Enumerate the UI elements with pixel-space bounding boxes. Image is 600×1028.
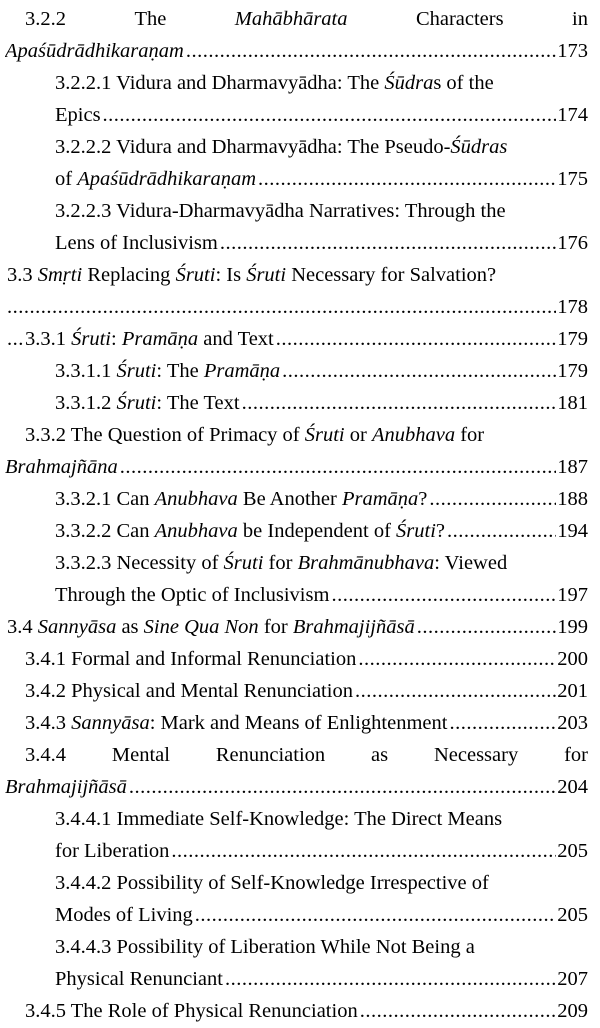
toc-entry-heading-line <box>25 419 588 451</box>
title-word: Mental <box>111 744 170 766</box>
entry-title: 3.3.1.2 Śruti: The Text <box>55 392 240 414</box>
entry-title: 3.3.2.1 Can Anubhava Be Another Pramāṇa? <box>55 488 428 510</box>
toc-entry-continuation-line <box>55 963 588 995</box>
page-number: 179 <box>557 328 588 350</box>
title-word: as <box>371 744 389 766</box>
toc-entry-heading-line <box>55 867 588 899</box>
entry-title: 3.3.1 Śruti: Pramāṇa and Text <box>25 328 274 350</box>
toc-entry-3-2-2-3[interactable] <box>0 195 600 259</box>
dot-leader <box>449 707 556 739</box>
page-number: 205 <box>557 840 588 862</box>
page-number: 179 <box>557 360 588 382</box>
dot-leader <box>103 99 557 131</box>
toc-entry-heading-line <box>55 387 588 419</box>
dot-leader <box>186 35 556 67</box>
page-number: 197 <box>557 584 588 606</box>
page-number: 200 <box>557 648 588 670</box>
page-number: 174 <box>557 104 588 126</box>
toc-entry-3-3-2-3[interactable] <box>0 547 600 611</box>
dot-leader <box>195 899 556 931</box>
toc-entry-3-4-4-2[interactable] <box>0 867 600 931</box>
toc-entry-continuation-line <box>55 579 588 611</box>
toc-entry-heading-line <box>7 259 588 291</box>
entry-title-continued: Physical Renunciant <box>55 968 223 990</box>
dot-leader <box>7 291 556 323</box>
dot-leader <box>258 163 556 195</box>
title-word: The <box>134 8 167 30</box>
toc-entry-heading-line <box>25 707 588 739</box>
dot-leader <box>129 771 556 803</box>
entry-title: 3.4 Sannyāsa as Sine Qua Non for Brahmajijñāsā <box>7 616 415 638</box>
dot-leader <box>171 835 556 867</box>
toc-entry-3-3-2-1[interactable] <box>0 483 600 515</box>
entry-title: 3.4.2 Physical and Mental Renunciation <box>25 680 353 702</box>
toc-entry-continuation-line <box>7 291 588 323</box>
entry-title: 3.3.1.1 Śruti: The Pramāṇa <box>55 360 281 382</box>
page-number: 176 <box>557 232 588 254</box>
toc-entry-continuation-line <box>5 771 588 803</box>
toc-entry-heading-line <box>55 67 588 99</box>
toc-entry-heading-line <box>25 739 588 771</box>
entry-title-continued: Apaśūdrādhikaraṇam <box>5 40 184 62</box>
dot-leader <box>282 355 556 387</box>
entry-title-continued: Brahmajñāna <box>5 456 118 478</box>
dot-leader <box>331 579 556 611</box>
entry-title: 3.4.1 Formal and Informal Renunciation <box>25 648 357 670</box>
page-number: 181 <box>557 392 588 414</box>
page-number: 194 <box>557 520 588 542</box>
entry-title-continued: of Apaśūdrādhikaraṇam <box>55 168 257 190</box>
toc-entry-3-4-2[interactable] <box>0 675 600 707</box>
toc-entry-heading-line <box>55 483 588 515</box>
dot-leader <box>276 323 556 355</box>
toc-entry-3-3-1[interactable] <box>0 323 600 355</box>
toc-entry-heading-line <box>55 547 588 579</box>
dot-leader <box>225 963 556 995</box>
entry-title: 3.4.4.3 Possibility of Liberation While Not Being a <box>55 936 475 958</box>
dot-leader <box>355 675 556 707</box>
entry-title-continued: Brahmajijñāsā <box>5 776 127 798</box>
entry-title-continued: Epics <box>55 104 101 126</box>
page-number: 209 <box>557 1000 588 1022</box>
page-number: 188 <box>557 488 588 510</box>
dot-leader <box>360 995 557 1027</box>
page-number: 201 <box>557 680 588 702</box>
toc-entry-continuation-line <box>55 899 588 931</box>
entry-title: 3.2.2.1 Vidura and Dharmavyādha: The Śūdras of the <box>55 72 494 94</box>
entry-title: 3.3 Smṛti Replacing Śruti: Is Śruti Necessary for Salvation? <box>7 264 497 286</box>
page-number: 203 <box>557 712 588 734</box>
dot-leader <box>242 387 557 419</box>
toc-entry-3-4-5[interactable] <box>0 995 600 1027</box>
dot-leader <box>120 451 557 483</box>
page-number: 205 <box>557 904 588 926</box>
page-number: 199 <box>557 616 588 638</box>
toc-entry-continuation-line <box>55 163 588 195</box>
toc-entry-3-4-1[interactable] <box>0 643 600 675</box>
dot-leader <box>417 611 557 643</box>
toc-entry-3-2-2-1[interactable] <box>0 67 600 131</box>
page-number: 187 <box>557 456 588 478</box>
toc-entry-heading-line <box>25 675 588 707</box>
title-word: in <box>572 8 588 30</box>
toc-entry-3-2-2[interactable] <box>0 3 600 67</box>
page-number: 204 <box>557 776 588 798</box>
toc-entry-heading-line <box>25 3 588 35</box>
toc-entry-3-4[interactable] <box>0 611 600 643</box>
toc-entry-3-4-4-3[interactable] <box>0 931 600 995</box>
title-word: Necessary <box>433 744 519 766</box>
entry-title-continued: Modes of Living <box>55 904 193 926</box>
toc-entry-heading-line <box>25 323 588 355</box>
dot-leader <box>358 643 556 675</box>
toc-entry-3-3-2-2[interactable] <box>0 515 600 547</box>
toc-entry-3-4-4-1[interactable] <box>0 803 600 867</box>
entry-title: 3.2.2.3 Vidura-Dharmavyādha Narratives: Through the <box>55 200 506 222</box>
section-number: 3.4.4 <box>25 744 66 766</box>
page-number: 173 <box>557 40 588 62</box>
entry-title: 3.3.2.2 Can Anubhava be Independent of Śruti? <box>55 520 446 542</box>
toc-entry-heading-line <box>55 195 588 227</box>
toc-entry-continuation-line <box>55 99 588 131</box>
toc-entry-heading-line <box>55 515 588 547</box>
dot-leader <box>429 483 556 515</box>
entry-title: 3.3.2 The Question of Primacy of Śruti or Anubhava for <box>25 424 485 446</box>
toc-entry-3-3-2[interactable] <box>0 419 600 483</box>
title-word: for <box>564 744 588 766</box>
toc-entry-heading-line <box>25 643 588 675</box>
entry-title-continued: for Liberation <box>55 840 170 862</box>
toc-entry-heading-line <box>55 931 588 963</box>
title-word: Mahābhārata <box>234 8 348 30</box>
entry-title: 3.4.4.2 Possibility of Self-Knowledge Irrespective of <box>55 872 489 894</box>
table-of-contents <box>0 3 600 1027</box>
entry-title: 3.2.2.2 Vidura and Dharmavyādha: The Pseudo-Śūdras <box>55 136 508 158</box>
page-number: 175 <box>557 168 588 190</box>
toc-entry-heading-line <box>7 611 588 643</box>
toc-entry-3-2-2-2[interactable] <box>0 131 600 195</box>
entry-title: 3.3.2.3 Necessity of Śruti for Brahmānubhava: Viewed <box>55 552 508 574</box>
page-number: 178 <box>557 296 588 318</box>
toc-entry-heading-line <box>55 355 588 387</box>
dot-leader <box>447 515 556 547</box>
title-word: Renunciation <box>215 744 326 766</box>
toc-entry-continuation-line <box>5 35 588 67</box>
toc-entry-continuation-line <box>5 451 588 483</box>
entry-title: 3.4.4.1 Immediate Self-Knowledge: The Direct Means <box>55 808 503 830</box>
toc-entry-3-3-1-2[interactable] <box>0 387 600 419</box>
entry-title-continued: Through the Optic of Inclusivism <box>55 584 330 606</box>
toc-entry-heading-line <box>55 803 588 835</box>
entry-title-continued: Lens of Inclusivism <box>55 232 218 254</box>
toc-entry-continuation-line <box>55 227 588 259</box>
toc-entry-3-3-1-1[interactable] <box>0 355 600 387</box>
title-word: Characters <box>415 8 504 30</box>
entry-title: 3.4.3 Sannyāsa: Mark and Means of Enlightenment <box>25 712 448 734</box>
toc-entry-continuation-line <box>55 835 588 867</box>
toc-entry-heading-line <box>55 131 588 163</box>
page-number: 207 <box>557 968 588 990</box>
section-number: 3.2.2 <box>25 8 66 30</box>
entry-title: 3.4.5 The Role of Physical Renunciation <box>25 1000 358 1022</box>
dot-leader <box>220 227 556 259</box>
toc-entry-3-4-3[interactable] <box>0 707 600 739</box>
toc-entry-3-4-4[interactable] <box>0 739 600 803</box>
toc-entry-heading-line <box>25 995 588 1027</box>
